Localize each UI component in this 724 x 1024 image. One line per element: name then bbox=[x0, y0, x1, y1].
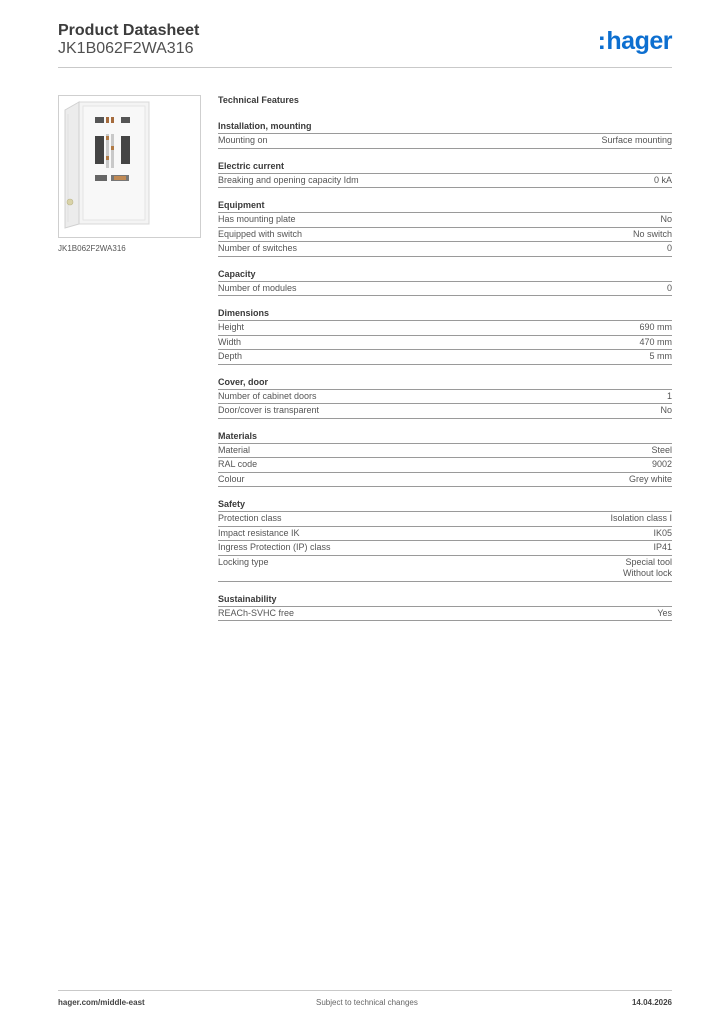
feature-section bbox=[218, 430, 672, 488]
feature-label: Locking type bbox=[218, 556, 269, 567]
feature-value: 1 bbox=[666, 390, 672, 401]
feature-label: Impact resistance IK bbox=[218, 527, 300, 538]
hager-logo bbox=[598, 27, 672, 55]
distribution-board-illustration-icon bbox=[59, 96, 200, 237]
feature-label: Mounting on bbox=[218, 135, 268, 145]
feature-row bbox=[218, 282, 672, 297]
document-header bbox=[58, 22, 199, 58]
feature-value: Isolation class I bbox=[610, 513, 672, 523]
feature-label: Width bbox=[218, 336, 242, 347]
feature-value: 470 mm bbox=[639, 336, 672, 347]
feature-label: Material bbox=[218, 444, 251, 455]
feature-row bbox=[218, 607, 672, 622]
feature-label: Colour bbox=[218, 473, 245, 484]
feature-section bbox=[218, 268, 672, 297]
feature-value: Grey white bbox=[628, 473, 672, 484]
product-reference: JK1B062F2WA316 bbox=[58, 40, 194, 57]
footer-website: hager.com/middle-east bbox=[58, 998, 145, 1007]
feature-value: Special tool Without lock bbox=[622, 556, 672, 578]
logo-text: hager bbox=[606, 27, 672, 55]
section-title: Safety bbox=[218, 498, 672, 512]
feature-row bbox=[218, 336, 672, 351]
section-title: Equipment bbox=[218, 199, 672, 213]
footer-notice: Subject to technical changes bbox=[316, 998, 418, 1007]
feature-row bbox=[218, 404, 672, 419]
technical-features-heading: Technical Features bbox=[218, 95, 299, 105]
feature-label: Protection class bbox=[218, 513, 282, 523]
section-title: Installation, mounting bbox=[218, 120, 672, 134]
feature-row bbox=[218, 473, 672, 488]
product-image bbox=[58, 95, 201, 238]
feature-label: Depth bbox=[218, 351, 243, 361]
feature-label: Breaking and opening capacity Idm bbox=[218, 174, 359, 185]
technical-features bbox=[218, 94, 672, 632]
feature-label: Door/cover is transparent bbox=[218, 405, 320, 415]
feature-section bbox=[218, 120, 672, 149]
feature-value: No bbox=[660, 214, 672, 224]
feature-value: IP41 bbox=[653, 542, 672, 552]
feature-sections bbox=[218, 120, 672, 621]
feature-row bbox=[218, 512, 672, 527]
feature-label: Number of modules bbox=[218, 282, 297, 293]
feature-section bbox=[218, 593, 672, 622]
section-title: Electric current bbox=[218, 160, 672, 174]
image-caption: JK1B062F2WA316 bbox=[58, 244, 126, 253]
section-title: Sustainability bbox=[218, 593, 672, 607]
feature-section bbox=[218, 199, 672, 257]
feature-value: No switch bbox=[632, 228, 672, 239]
feature-value: 0 bbox=[666, 282, 672, 293]
feature-label: Number of switches bbox=[218, 243, 298, 253]
feature-value: Steel bbox=[651, 444, 672, 455]
section-title: Cover, door bbox=[218, 376, 672, 390]
feature-label: Equipped with switch bbox=[218, 228, 303, 239]
feature-row bbox=[218, 444, 672, 459]
feature-row bbox=[218, 174, 672, 189]
feature-row bbox=[218, 321, 672, 336]
feature-section bbox=[218, 376, 672, 419]
section-title: Materials bbox=[218, 430, 672, 444]
feature-label: Has mounting plate bbox=[218, 214, 296, 224]
feature-section bbox=[218, 498, 672, 582]
feature-row bbox=[218, 390, 672, 405]
feature-label: REACh-SVHC free bbox=[218, 607, 295, 618]
feature-row bbox=[218, 213, 672, 228]
footer-date: 14.04.2026 bbox=[631, 998, 672, 1007]
feature-row bbox=[218, 541, 672, 556]
feature-label: Ingress Protection (IP) class bbox=[218, 542, 331, 552]
feature-value: 0 kA bbox=[653, 174, 672, 185]
feature-row bbox=[218, 228, 672, 243]
feature-row bbox=[218, 242, 672, 257]
feature-row bbox=[218, 458, 672, 473]
feature-section bbox=[218, 160, 672, 189]
feature-row bbox=[218, 556, 672, 582]
feature-value: 5 mm bbox=[649, 351, 672, 361]
section-title: Dimensions bbox=[218, 307, 672, 321]
feature-value: IK05 bbox=[653, 527, 672, 538]
feature-label: RAL code bbox=[218, 459, 258, 469]
feature-value: 9002 bbox=[651, 459, 672, 469]
feature-value: No bbox=[660, 405, 672, 415]
feature-value: 690 mm bbox=[639, 322, 672, 332]
logo-dots-icon: : bbox=[597, 27, 606, 55]
feature-value: Yes bbox=[657, 607, 672, 618]
feature-label: Height bbox=[218, 322, 245, 332]
feature-section bbox=[218, 307, 672, 365]
header-divider bbox=[58, 67, 672, 68]
document-title: Product Datasheet bbox=[58, 22, 200, 39]
feature-row bbox=[218, 350, 672, 365]
footer-divider bbox=[58, 990, 672, 991]
feature-value: 0 bbox=[666, 243, 672, 253]
feature-row bbox=[218, 527, 672, 542]
section-title: Capacity bbox=[218, 268, 672, 282]
feature-label: Number of cabinet doors bbox=[218, 390, 317, 401]
feature-row bbox=[218, 134, 672, 149]
feature-value: Surface mounting bbox=[601, 135, 672, 145]
